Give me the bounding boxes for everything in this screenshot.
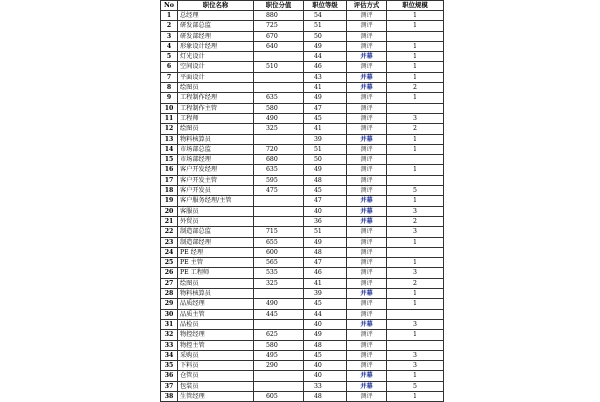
job-score-cell: 600 [254,247,304,257]
job-score-cell [254,319,304,329]
job-score-cell [254,52,304,62]
job-score-cell: 595 [254,175,304,185]
evaluation-method-cell: 测评 [347,330,387,340]
evaluation-method-cell: 测评 [347,258,387,268]
row-number: 30 [161,309,178,319]
header-job-score: 职位分值 [254,1,304,11]
job-score-cell: 720 [254,144,304,154]
job-grade-cell: 49 [304,165,347,175]
row-number: 14 [161,144,178,154]
job-grade-cell: 51 [304,227,347,237]
row-number: 19 [161,196,178,206]
job-score-cell: 680 [254,155,304,165]
job-name-cell: PE 工程师 [178,268,254,278]
row-number: 4 [161,41,178,51]
job-grade-cell: 49 [304,41,347,51]
job-grade-cell: 50 [304,155,347,165]
job-grade-cell: 44 [304,52,347,62]
job-scale-cell: 3 [387,206,444,216]
job-scale-cell: 1 [387,196,444,206]
job-scale-cell [387,247,444,257]
table-row [161,309,444,319]
job-grade-cell: 41 [304,124,347,134]
job-score-cell [254,216,304,226]
job-scale-cell: 1 [387,72,444,82]
job-grade-cell: 39 [304,289,347,299]
row-number: 21 [161,216,178,226]
row-number: 2 [161,21,178,31]
job-name-cell: 包装员 [178,381,254,391]
job-scale-cell: 2 [387,124,444,134]
job-grade-cell: 43 [304,72,347,82]
table-row [161,391,444,401]
table-row [161,165,444,175]
job-grade-table [160,0,444,402]
job-score-cell: 490 [254,299,304,309]
job-grade-cell: 46 [304,62,347,72]
job-grade-cell: 41 [304,278,347,288]
row-number: 33 [161,340,178,350]
job-name-cell: 研发部经理 [178,31,254,41]
job-score-cell: 715 [254,227,304,237]
job-score-cell: 565 [254,258,304,268]
row-number: 38 [161,391,178,401]
job-name-cell: 绘图员 [178,83,254,93]
job-scale-cell: 1 [387,289,444,299]
table-row [161,278,444,288]
job-grade-cell: 46 [304,268,347,278]
table-row [161,340,444,350]
table-row [161,113,444,123]
table-row [161,72,444,82]
job-grade-cell: 48 [304,340,347,350]
row-number: 7 [161,72,178,82]
table-row [161,31,444,41]
evaluation-method-cell: 并幕 [347,196,387,206]
job-name-cell: 外贸员 [178,216,254,226]
job-scale-cell [387,103,444,113]
job-score-cell: 725 [254,21,304,31]
job-score-cell [254,206,304,216]
job-name-cell: 客户服务经理/主管 [178,196,254,206]
job-score-cell: 325 [254,278,304,288]
job-scale-cell: 1 [387,134,444,144]
job-grade-cell: 51 [304,144,347,154]
evaluation-method-cell: 并幕 [347,371,387,381]
job-grade-cell: 45 [304,350,347,360]
job-score-cell: 580 [254,103,304,113]
table-row [161,144,444,154]
job-score-cell: 625 [254,330,304,340]
evaluation-method-cell: 测评 [347,299,387,309]
job-grade-cell: 49 [304,237,347,247]
job-score-cell: 475 [254,186,304,196]
job-scale-cell [387,155,444,165]
table-row [161,268,444,278]
job-name-cell: 工程师 [178,113,254,123]
evaluation-method-cell: 测评 [347,175,387,185]
header-job-scale: 职位规模 [387,1,444,11]
evaluation-method-cell: 测评 [347,237,387,247]
job-name-cell: 客服员 [178,206,254,216]
evaluation-method-cell: 并幕 [347,289,387,299]
job-name-cell: 绘图员 [178,124,254,134]
job-name-cell: 物料核算员 [178,134,254,144]
job-score-cell: 635 [254,93,304,103]
table-row [161,196,444,206]
row-number: 11 [161,113,178,123]
job-grade-cell: 39 [304,134,347,144]
header-evaluation-method: 评估方式 [347,1,387,11]
evaluation-method-cell: 测评 [347,227,387,237]
job-name-cell: 客户开发主管 [178,175,254,185]
job-scale-cell: 1 [387,21,444,31]
evaluation-method-cell: 测评 [347,391,387,401]
job-scale-cell: 5 [387,381,444,391]
job-scale-cell: 1 [387,93,444,103]
job-grade-cell: 41 [304,83,347,93]
job-scale-cell: 2 [387,83,444,93]
job-name-cell: 品质经理 [178,299,254,309]
table-row [161,206,444,216]
job-name-cell: 品质主管 [178,309,254,319]
table-row [161,289,444,299]
job-score-cell: 445 [254,309,304,319]
job-score-cell [254,381,304,391]
job-name-cell: 仓管员 [178,371,254,381]
row-number: 36 [161,371,178,381]
job-name-cell: 总经理 [178,11,254,21]
evaluation-method-cell: 测评 [347,340,387,350]
evaluation-method-cell: 并幕 [347,216,387,226]
table-row [161,155,444,165]
table-row [161,227,444,237]
job-name-cell: 工程制作主管 [178,103,254,113]
job-score-cell: 510 [254,62,304,72]
table-row [161,381,444,391]
job-grade-cell: 48 [304,247,347,257]
table-row [161,175,444,185]
evaluation-method-cell: 测评 [347,186,387,196]
evaluation-method-cell: 测评 [347,361,387,371]
job-scale-cell: 1 [387,52,444,62]
job-grade-cell: 49 [304,93,347,103]
job-score-cell: 670 [254,31,304,41]
job-score-cell: 880 [254,11,304,21]
row-number: 5 [161,52,178,62]
table-row [161,41,444,51]
job-score-cell: 580 [254,340,304,350]
table-row [161,62,444,72]
job-name-cell: 市场部经理 [178,155,254,165]
job-grade-cell: 45 [304,113,347,123]
table-row [161,216,444,226]
table-row [161,83,444,93]
table-row [161,124,444,134]
evaluation-method-cell: 测评 [347,103,387,113]
row-number: 34 [161,350,178,360]
table-row [161,258,444,268]
header-no: No [161,1,178,11]
job-grade-cell: 40 [304,371,347,381]
job-scale-cell: 5 [387,186,444,196]
evaluation-method-cell: 并幕 [347,83,387,93]
job-scale-cell: 1 [387,258,444,268]
table-row [161,330,444,340]
evaluation-method-cell: 并幕 [347,134,387,144]
evaluation-method-cell: 测评 [347,11,387,21]
table-row [161,103,444,113]
job-name-cell: 物控经理 [178,330,254,340]
job-grade-cell: 49 [304,330,347,340]
table-row [161,134,444,144]
evaluation-method-cell: 并幕 [347,52,387,62]
job-grade-cell: 45 [304,299,347,309]
row-number: 24 [161,247,178,257]
table-row [161,247,444,257]
job-scale-cell: 3 [387,350,444,360]
evaluation-method-cell: 测评 [347,247,387,257]
row-number: 6 [161,62,178,72]
job-score-cell [254,371,304,381]
job-grade-cell: 40 [304,206,347,216]
evaluation-method-cell: 测评 [347,165,387,175]
header-job-grade: 职位等级 [304,1,347,11]
table-body [161,11,444,402]
row-number: 18 [161,186,178,196]
job-score-cell [254,134,304,144]
job-scale-cell [387,340,444,350]
row-number: 22 [161,227,178,237]
job-grade-cell: 54 [304,11,347,21]
evaluation-method-cell: 测评 [347,62,387,72]
job-grade-cell: 44 [304,309,347,319]
job-name-cell: 平面设计 [178,72,254,82]
job-scale-cell: 3 [387,319,444,329]
job-grade-cell: 51 [304,21,347,31]
evaluation-method-cell: 并幕 [347,381,387,391]
row-number: 35 [161,361,178,371]
job-scale-cell: 3 [387,268,444,278]
job-score-cell: 495 [254,350,304,360]
job-scale-cell: 3 [387,361,444,371]
evaluation-method-cell: 测评 [347,93,387,103]
job-scale-cell [387,31,444,41]
row-number: 16 [161,165,178,175]
evaluation-method-cell: 测评 [347,21,387,31]
table-row [161,186,444,196]
job-name-cell: 灯光设计 [178,52,254,62]
table-row [161,93,444,103]
job-evaluation-sheet [160,0,443,402]
job-name-cell: 采购员 [178,350,254,360]
job-score-cell [254,83,304,93]
job-scale-cell: 1 [387,62,444,72]
job-score-cell: 605 [254,391,304,401]
job-grade-cell: 50 [304,31,347,41]
job-score-cell [254,72,304,82]
job-score-cell [254,196,304,206]
job-grade-cell: 40 [304,361,347,371]
evaluation-method-cell: 测评 [347,350,387,360]
table-row [161,361,444,371]
table-row [161,350,444,360]
evaluation-method-cell: 测评 [347,31,387,41]
job-score-cell: 535 [254,268,304,278]
table-row [161,371,444,381]
evaluation-method-cell: 测评 [347,278,387,288]
row-number: 28 [161,289,178,299]
job-scale-cell: 1 [387,371,444,381]
table-row [161,237,444,247]
job-name-cell: 研发部总监 [178,21,254,31]
job-scale-cell: 1 [387,391,444,401]
job-name-cell: 市场部总监 [178,144,254,154]
job-name-cell: 客户开发员 [178,186,254,196]
job-name-cell: 物控主管 [178,340,254,350]
job-name-cell: 绘图员 [178,278,254,288]
job-name-cell: 品检员 [178,319,254,329]
job-score-cell: 325 [254,124,304,134]
job-scale-cell: 1 [387,237,444,247]
job-name-cell: 工程制作经理 [178,93,254,103]
job-score-cell: 655 [254,237,304,247]
row-number: 12 [161,124,178,134]
row-number: 9 [161,93,178,103]
job-name-cell: 制造部经理 [178,237,254,247]
row-number: 15 [161,155,178,165]
job-scale-cell: 2 [387,278,444,288]
job-score-cell: 290 [254,361,304,371]
evaluation-method-cell: 测评 [347,41,387,51]
job-grade-cell: 47 [304,196,347,206]
row-number: 27 [161,278,178,288]
row-number: 20 [161,206,178,216]
job-scale-cell: 1 [387,330,444,340]
job-score-cell: 490 [254,113,304,123]
job-scale-cell: 1 [387,144,444,154]
job-name-cell: 物料核算员 [178,289,254,299]
job-scale-cell [387,309,444,319]
table-row [161,319,444,329]
job-name-cell: 空间设计 [178,62,254,72]
job-grade-cell: 47 [304,103,347,113]
job-name-cell: PE 主管 [178,258,254,268]
job-grade-cell: 40 [304,319,347,329]
table-row [161,11,444,21]
job-name-cell: 生管经理 [178,391,254,401]
row-number: 13 [161,134,178,144]
evaluation-method-cell: 并幕 [347,319,387,329]
row-number: 26 [161,268,178,278]
table-row [161,52,444,62]
job-name-cell: 客户开发经理 [178,165,254,175]
job-grade-cell: 33 [304,381,347,391]
job-grade-cell: 47 [304,258,347,268]
job-name-cell: PE 经理 [178,247,254,257]
evaluation-method-cell: 测评 [347,309,387,319]
row-number: 32 [161,330,178,340]
row-number: 3 [161,31,178,41]
evaluation-method-cell: 并幕 [347,72,387,82]
job-score-cell: 635 [254,165,304,175]
row-number: 1 [161,11,178,21]
row-number: 23 [161,237,178,247]
row-number: 31 [161,319,178,329]
table-header-row [161,1,444,11]
job-grade-cell: 48 [304,175,347,185]
table-row [161,21,444,31]
evaluation-method-cell: 并幕 [347,206,387,216]
job-scale-cell: 1 [387,41,444,51]
job-grade-cell: 48 [304,391,347,401]
row-number: 17 [161,175,178,185]
job-scale-cell [387,175,444,185]
job-scale-cell: 1 [387,299,444,309]
row-number: 10 [161,103,178,113]
evaluation-method-cell: 测评 [347,113,387,123]
evaluation-method-cell: 测评 [347,144,387,154]
header-job-name: 职位名称 [178,1,254,11]
evaluation-method-cell: 测评 [347,155,387,165]
job-scale-cell: 1 [387,165,444,175]
job-grade-cell: 45 [304,186,347,196]
row-number: 29 [161,299,178,309]
evaluation-method-cell: 测评 [347,268,387,278]
job-name-cell: 下料员 [178,361,254,371]
job-scale-cell: 2 [387,216,444,226]
job-name-cell: 形象设计经理 [178,41,254,51]
job-scale-cell: 3 [387,227,444,237]
evaluation-method-cell: 测评 [347,124,387,134]
row-number: 8 [161,83,178,93]
job-score-cell: 640 [254,41,304,51]
row-number: 37 [161,381,178,391]
job-grade-cell: 36 [304,216,347,226]
table-row [161,299,444,309]
job-scale-cell: 3 [387,113,444,123]
job-score-cell [254,289,304,299]
row-number: 25 [161,258,178,268]
job-name-cell: 制造部总监 [178,227,254,237]
job-scale-cell: 1 [387,11,444,21]
